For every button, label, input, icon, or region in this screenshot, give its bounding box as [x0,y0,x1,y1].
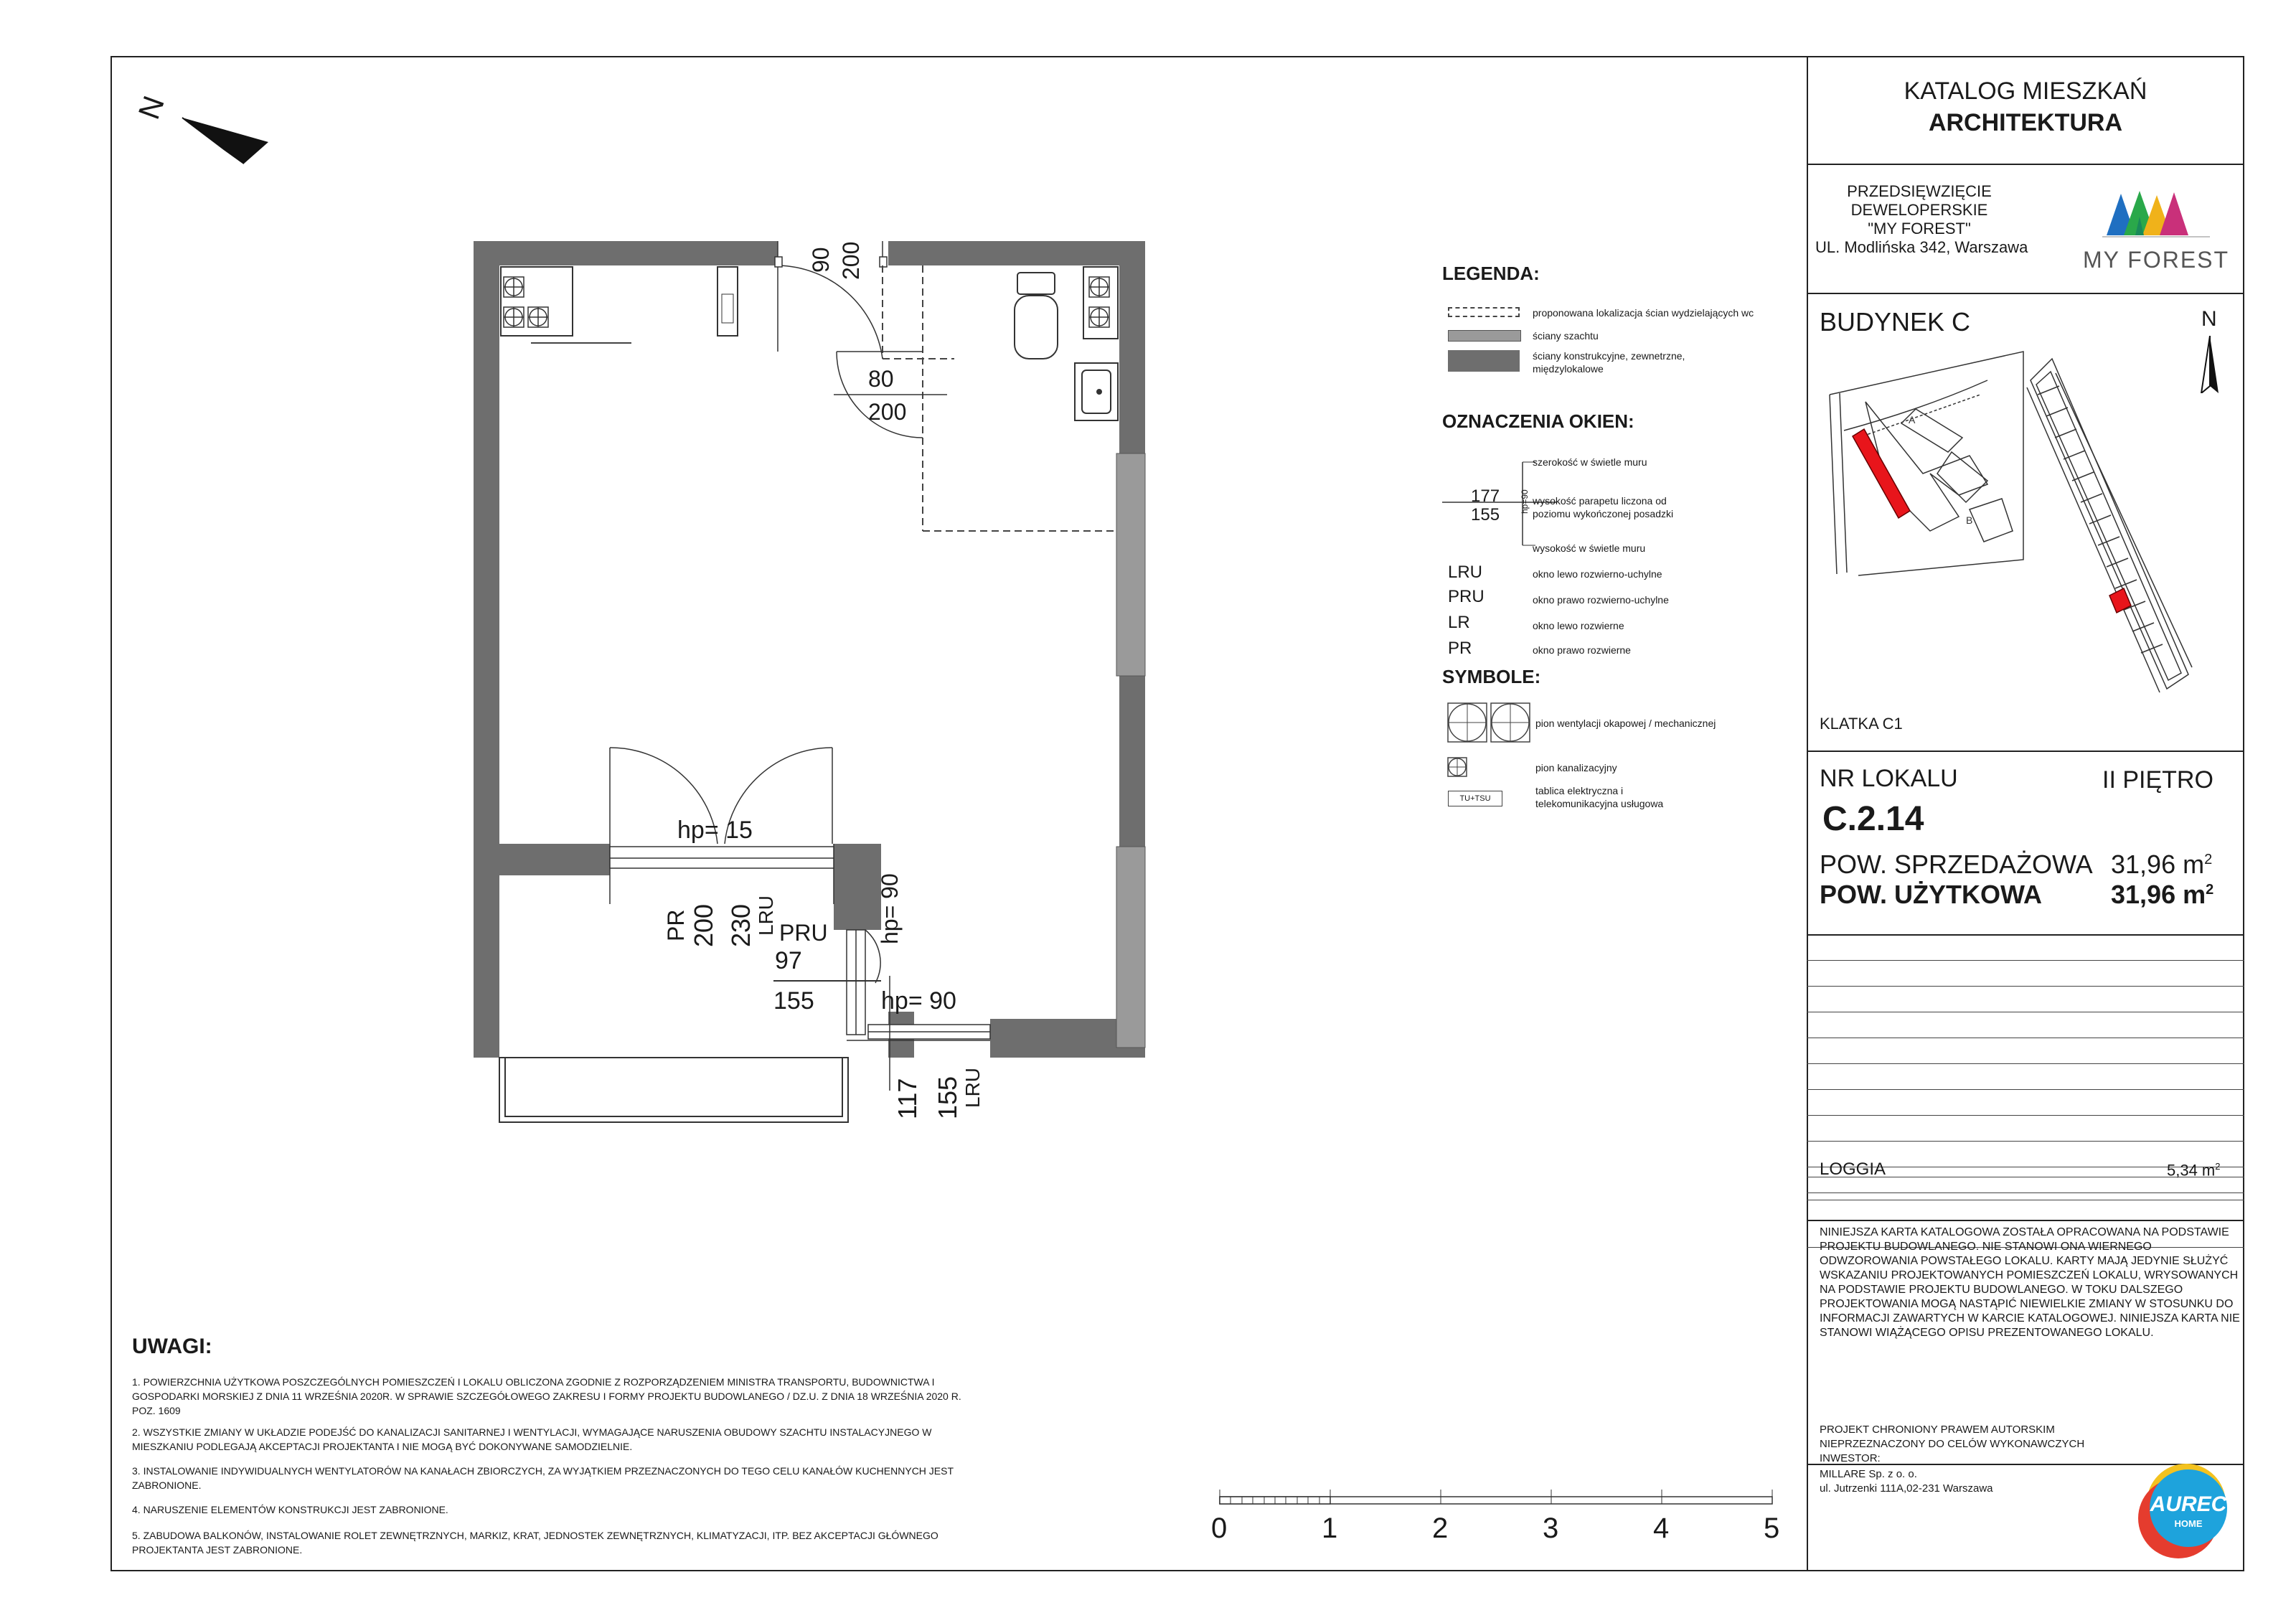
window-bottom-width: 117 [893,1078,922,1119]
window-sample-hp: hp=90 [1520,489,1530,514]
window-sill-desc-2: poziomu wykończonej posadzki [1533,508,1674,519]
window-type-lru: LRU [1448,563,1483,582]
dim-entrance-width: 90 [808,247,834,273]
aurec-text: AUREC [2150,1492,2227,1516]
window-type-pr-desc: okno prawo rozwierne [1533,644,1631,656]
my-forest-text: MY FOREST [2082,247,2230,273]
symbol-panel-desc-1: tablica elektryczna i [1535,785,1624,796]
window-type-lr: LR [1448,613,1470,632]
loggia-value: 5,34 $m^2$ [2167,1161,2221,1180]
unit-nr-label: NR LOKALU [1820,765,1958,792]
project-line2: DEWELOPERSKIE [1850,201,1988,219]
window-type-lru-desc: okno lewo rozwierno-uchylne [1533,568,1662,580]
window-side-width: 97 [775,947,802,974]
floor-plan [430,215,1220,1177]
window-type-lr-desc: okno lewo rozwierne [1533,620,1624,631]
window-bottom-code: LRU [961,1067,984,1108]
window-main-width: 230 [726,903,756,947]
scale-label-3: 3 [1543,1513,1559,1544]
disclaimer-text: NINIEJSZA KARTA KATALOGOWA ZOSTAŁA OPRACOWANA NA PODSTAWIE PROJEKTU BUDOWLANEGO. NIE STANOWI ONA WIERNEGO ODWZOROWANIA POWSTAŁEGO LOKALU. KARTY MAJĄ JEDYNIE SŁUŻYĆ WSKAZANIU PROJEKTOWANYCH POMIESZCZEŃ LOKALU, WRYSOWANYCH NA PODSTAWIE PROJEKTU BUDOWLANEGO. W TOKU DALSZEGO PROJEKTOWANIA MOGĄ NASTĄPIĆ NIEWIELKIE ZMIANY W STOSUNKU DO INFORMACJI ZAWARTYCH W KARCIE KATALOGOWEJ. NINIEJSZA KARTA NIE STANOWI WIĄŻĄCEGO OPISU PREZENTOWANEGO LOKALU. [1820,1226,2240,1339]
window-bottom-height: 155 [933,1076,962,1119]
investor-address: ul. Jutrzenki 111A,02-231 Warszawa [1820,1482,1993,1495]
project-line3: "MY FOREST" [1868,220,1971,237]
symbol-sewer-desc: pion kanalizacyjny [1535,762,1617,773]
note-1: 1. POWIERZCHNIA UŻYTKOWA POSZCZEGÓLNYCH POMIESZCZEŃ I LOKALU OBLICZONA ZGODNIE Z ROZPORZĄDZENIEM MINISTRA TRANSPORTU, BUDOWNICTWA I GOSPODARKI MORSKIEJ Z DNIA 11 WRZEŚNIA 2020R. W SPRAWIE SZCZEGÓŁOWEGO ZAKRESU I FORMY PROJEKTU BUDOWLANEGO / DZ.U. Z DNIA 18 WRZEŚNIA 2020 R. POZ. 1609 [132,1376,961,1416]
svg-text:B: B [1966,514,1973,526]
building-north-label: N [2201,307,2217,331]
window-bottom-hp: hp= 90 [881,987,956,1015]
window-main-type: PR [663,909,689,941]
plan-north-label: N [131,91,171,124]
window-sill-desc-1: wysokość parapetu liczona od [1533,495,1667,507]
usable-area-value: 31,96 $m^2$ [2111,880,2214,909]
window-main-height: 200 [689,903,718,947]
klatka-label: KLATKA C1 [1820,715,1903,733]
window-type-pru: PRU [1448,587,1485,606]
legend-title: LEGENDA: [1442,263,1540,284]
svg-text:A: A [1909,414,1916,425]
sewer-pipe-icon [1446,756,1468,778]
site-plan [1815,316,2239,718]
dim-entrance-height: 200 [838,241,864,280]
window-type-pru-desc: okno prawo rozwierno-uchylne [1533,594,1669,606]
dim-wc-door-width: 80 [868,366,894,392]
legend-swatch-wc [1448,307,1520,317]
note-4: 4. NARUSZENIE ELEMENTÓW KONSTRUKCJI JEST ZABRONIONE. [132,1504,448,1515]
ventilation-icon [1446,702,1533,745]
aurec-sub: HOME [2174,1518,2203,1529]
my-forest-logo [2102,188,2210,238]
legend-item-wc: proponowana lokalizacja ścian wydzielających wc [1533,307,1754,319]
copyright-line2: NIEPRZEZNACZONY DO CELÓW WYKONAWCZYCH [1820,1438,2085,1450]
scale-label-5: 5 [1764,1513,1780,1544]
divider-loggia [1807,1220,2244,1221]
panel-divider [1807,56,1808,1571]
window-sample-top: 177 [1471,486,1500,506]
investor-label: INWESTOR: [1820,1452,1881,1464]
unit-floor: II PIĘTRO [2102,766,2213,794]
window-width-desc: szerokość w świetle muru [1533,456,1647,468]
project-line1: PRZEDSIĘWZIĘCIE [1847,182,1992,200]
scale-label-4: 4 [1653,1513,1670,1544]
scale-label-1: 1 [1322,1513,1338,1544]
window-side-height: 155 [773,987,814,1015]
symbol-panel-desc-2: telekomunikacyjna usługowa [1535,798,1664,809]
loggia-label: LOGGIA [1820,1159,1886,1179]
legend-swatch-shaft [1448,330,1521,342]
copyright-line1: PROJEKT CHRONIONY PRAWEM AUTORSKIM [1820,1424,2055,1436]
section-title: ARCHITEKTURA [1928,109,2123,136]
notes-title: UWAGI: [132,1335,212,1358]
windows-title: OZNACZENIA OKIEN: [1442,410,1634,432]
project-address: UL. Modlińska 342, Warszawa [1815,238,2028,256]
building-title: BUDYNEK C [1820,307,1971,337]
window-side-type: PRU [779,920,828,946]
window-main-code: LRU [755,895,777,936]
unit-number: C.2.14 [1822,800,1924,838]
note-3: 3. INSTALOWANIE INDYWIDUALNYCH WENTYLATORÓW NA KANAŁACH ZBIORCZYCH, ZA WYJĄTKIEM PRZEZNACZONYCH DO TEGO CELU KANAŁÓW KUCHENNYCH JEST ZABRONIONE. [132,1465,954,1491]
electrical-panel-icon: TU+TSU [1448,791,1502,806]
dim-wc-door-height: 200 [868,399,907,425]
window-height-desc: wysokość w świetle muru [1533,542,1646,554]
symbol-ventilation-desc: pion wentylacji okapowej / mechanicznej [1535,718,1716,729]
divider-building [1807,751,2244,752]
legend-item-shaft: ściany szachtu [1533,330,1599,342]
legend-swatch-structural [1448,350,1520,372]
divider-unit [1807,934,2244,936]
scale-label-2: 2 [1432,1513,1449,1544]
usable-area-label: POW. UŻYTKOWA [1820,880,2042,909]
scale-bar [1213,1482,1779,1511]
divider-project [1807,293,2244,294]
catalog-title: KATALOG MIESZKAŃ [1904,77,2147,105]
plan-north-arrow-icon [175,108,276,172]
symbols-title: SYMBOLE: [1442,666,1541,687]
legend-item-structural-2: międzylokalowe [1533,363,1604,375]
divider-header [1807,164,2244,165]
legend-item-structural-1: ściany konstrukcyjne, zewnetrzne, [1533,350,1685,362]
window-side-hp: hp= 90 [877,873,903,944]
sales-area-value: 31,96 $m^2$ [2111,850,2213,879]
aurec-logo [2138,1464,2239,1564]
scale-label-0: 0 [1211,1513,1228,1544]
note-2: 2. WSZYSTKIE ZMIANY W UKŁADZIE PODEJŚĆ DO KANALIZACJI SANITARNEJ I WENTYLACJI, WYMAGAJĄCE NARUSZENIA OBUDOWY SZACHTU INSTALACYJNEGO W MIESZKANIU PODLEGAJĄ AKCEPTACJI PROJEKTANTA I NIE MOGĄ BYĆ DOKONYWANE SAMODZIELNIE. [132,1426,932,1452]
window-type-pr: PR [1448,639,1472,658]
note-5: 5. ZABUDOWA BALKONÓW, INSTALOWANIE ROLET ZEWNĘTRZNYCH, MARKIZ, KRAT, JEDNOSTEK ZEWNĘTRZNYCH, KLIMATYZACJI, ITP. BEZ AKCEPTACJI GŁÓWNEGO PROJEKTANTA JEST ZABRONIONE. [132,1530,938,1556]
window-sample-bottom: 155 [1471,505,1500,524]
investor-name: MILLARE Sp. z o. o. [1820,1468,1917,1480]
window-main-hp: hp= 15 [677,817,753,844]
sales-area-label: POW. SPRZEDAŻOWA [1820,850,2093,879]
